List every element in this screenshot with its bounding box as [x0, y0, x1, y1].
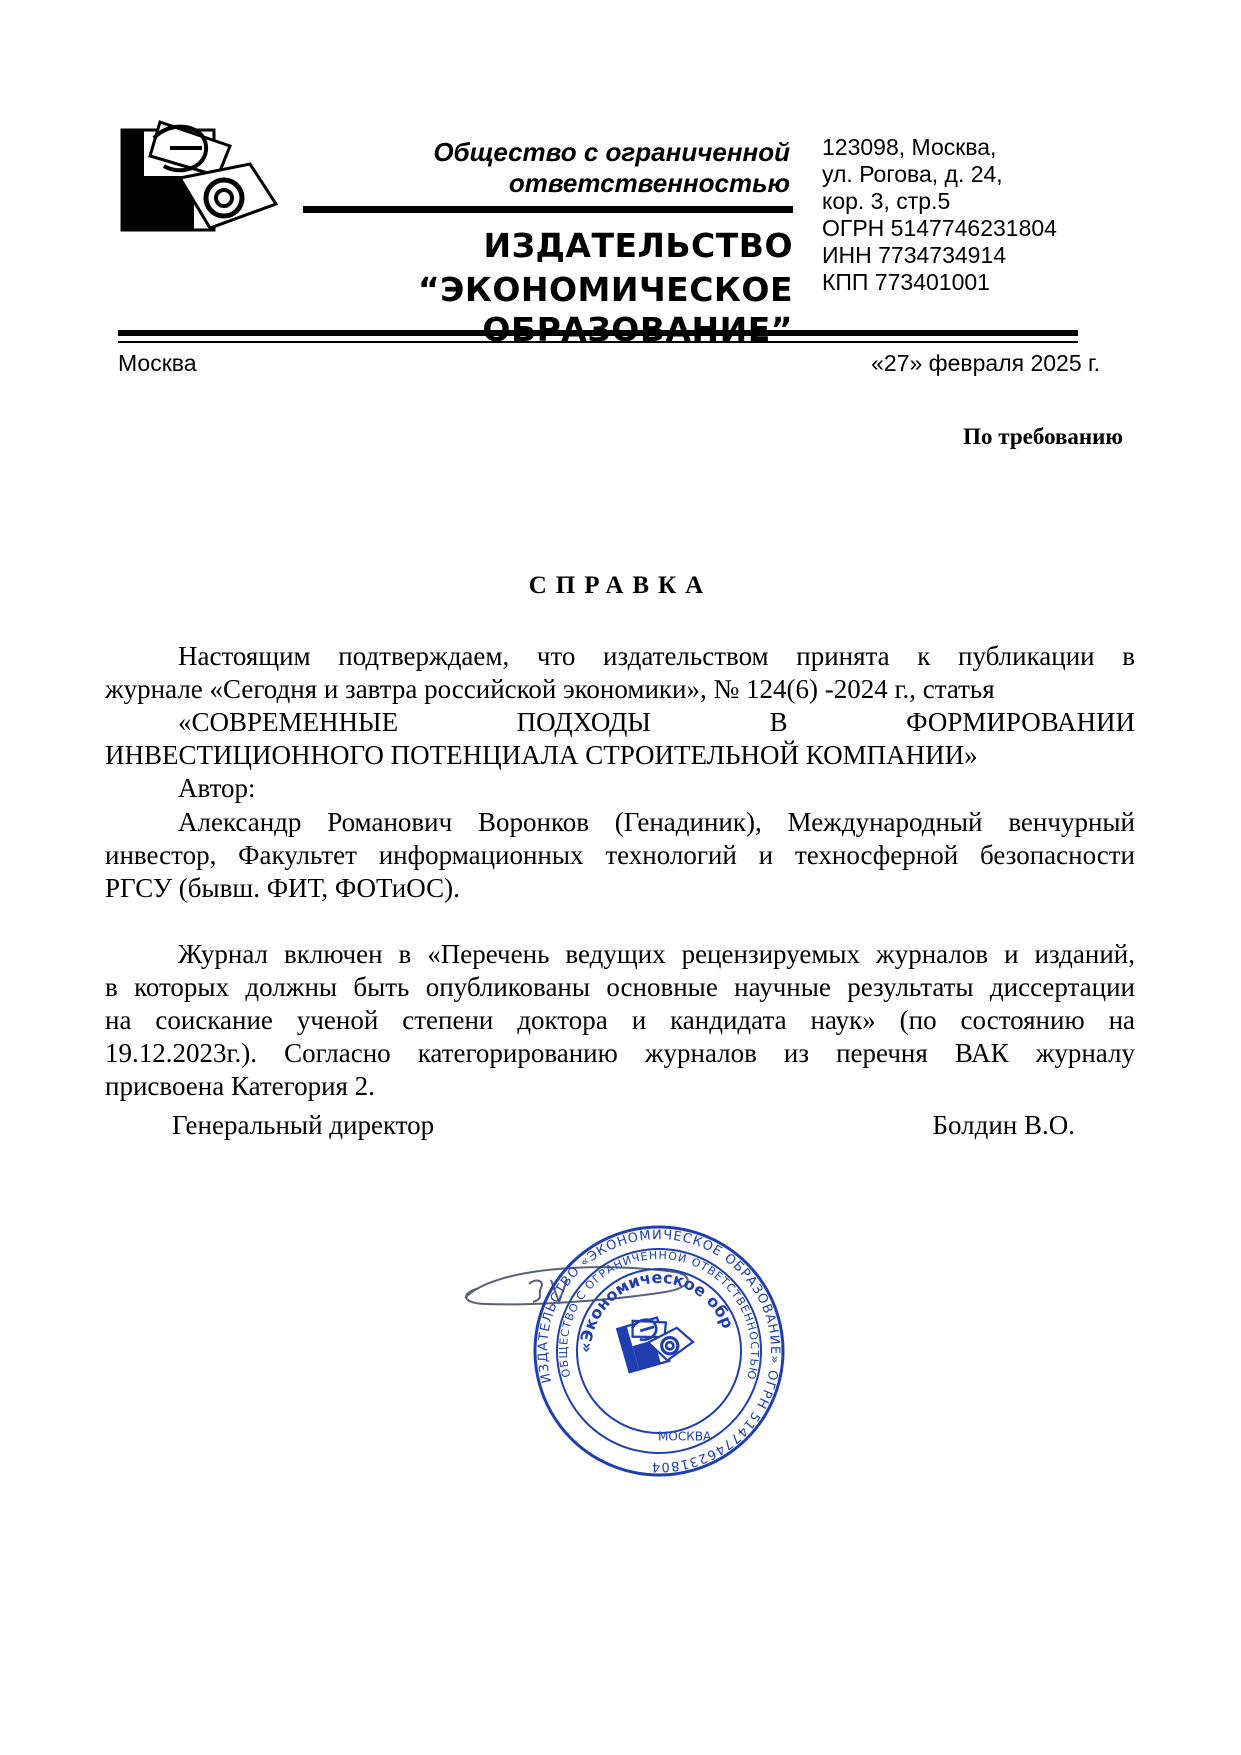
paragraph2-line: Журнал включен в «Перечень ведущих рецензируемых журналов и изданий, — [178, 939, 1135, 969]
seal-city-text: МОСКВА — [658, 1429, 712, 1444]
ogrn-line: ОГРН 5147746231804 — [822, 215, 1057, 241]
article-title-line1: «СОВРЕМЕННЫЕ ПОДХОДЫ В ФОРМИРОВАНИИ — [178, 707, 1135, 737]
author-line: инвестор, Факультет информационных технологий и техносферной безопасности — [105, 840, 1135, 870]
address-line: 123098, Москва, — [822, 134, 997, 160]
publisher-name-line1: ИЗДАТЕЛЬСТВО — [483, 226, 793, 265]
document-city: Москва — [118, 350, 197, 376]
kpp-line: КПП 773401001 — [822, 269, 990, 295]
paragraph1-line: журнале «Сегодня и завтра российской экономики», № 124(6) -2024 г., статья — [105, 674, 995, 704]
document-date: «27» февраля 2025 г. — [871, 350, 1100, 376]
address-line: кор. 3, стр.5 — [822, 188, 951, 214]
company-type-line1: Общество с ограниченной — [433, 137, 790, 167]
author-line: Александр Романович Воронков (Генадиник), Международный венчурный — [178, 807, 1135, 837]
company-type-line2: ответственностью — [508, 168, 790, 198]
signer-name: Болдин В.О. — [932, 1110, 1075, 1140]
paragraph1-line: Настоящим подтверждаем, что издательством принята к публикации в — [178, 641, 1135, 671]
paragraph2-line: присвоена Категория 2. — [105, 1071, 375, 1101]
seal-inner-text: ОБЩЕСТВО С ОГРАНИЧЕННОЙ ОТВЕТСТВЕННОСТЬЮ — [556, 1248, 762, 1382]
author-line: РГСУ (бывш. ФИТ, ФОТиОС). — [105, 873, 460, 903]
publisher-logo — [120, 116, 278, 246]
article-title-line2: ИНВЕСТИЦИОННОГО ПОТЕНЦИАЛА СТРОИТЕЛЬНОЙ КОМПАНИИ» — [105, 740, 978, 770]
publisher-name-line2: “ЭКОНОМИЧЕСКОЕ — [417, 270, 793, 309]
paragraph2-line: на соискание ученой степени доктора и кандидата наук» (по состоянию на — [105, 1005, 1135, 1035]
paragraph2-line: в которых должны быть опубликованы основные научные результаты диссертации — [105, 972, 1135, 1002]
address-line: ул. Рогова, д. 24, — [822, 161, 1003, 187]
header-rule-thick — [118, 330, 1078, 336]
inn-line: ИНН 7734734914 — [822, 242, 1007, 268]
signer-position: Генеральный директор — [172, 1110, 435, 1140]
author-label: Автор: — [178, 773, 256, 803]
document-title: СПРАВКА — [528, 572, 713, 599]
seal-center-text: «Экономическое образование» — [575, 1267, 738, 1354]
seal-outer-text: ИЗДАТЕЛЬСТВО «ЭКОНОМИЧЕСКОЕ ОБРАЗОВАНИЕ» ОГРН 5147746231804 — [535, 1227, 783, 1475]
header-rule-short — [303, 206, 793, 213]
addressee: По требованию — [963, 424, 1123, 449]
seal-logo-icon — [616, 1306, 696, 1372]
company-seal — [530, 1222, 788, 1480]
paragraph2-line: 19.12.2023г.). Согласно категорированию журналов из перечня ВАК журналу — [105, 1038, 1135, 1068]
header-rule-thin — [118, 341, 1078, 343]
